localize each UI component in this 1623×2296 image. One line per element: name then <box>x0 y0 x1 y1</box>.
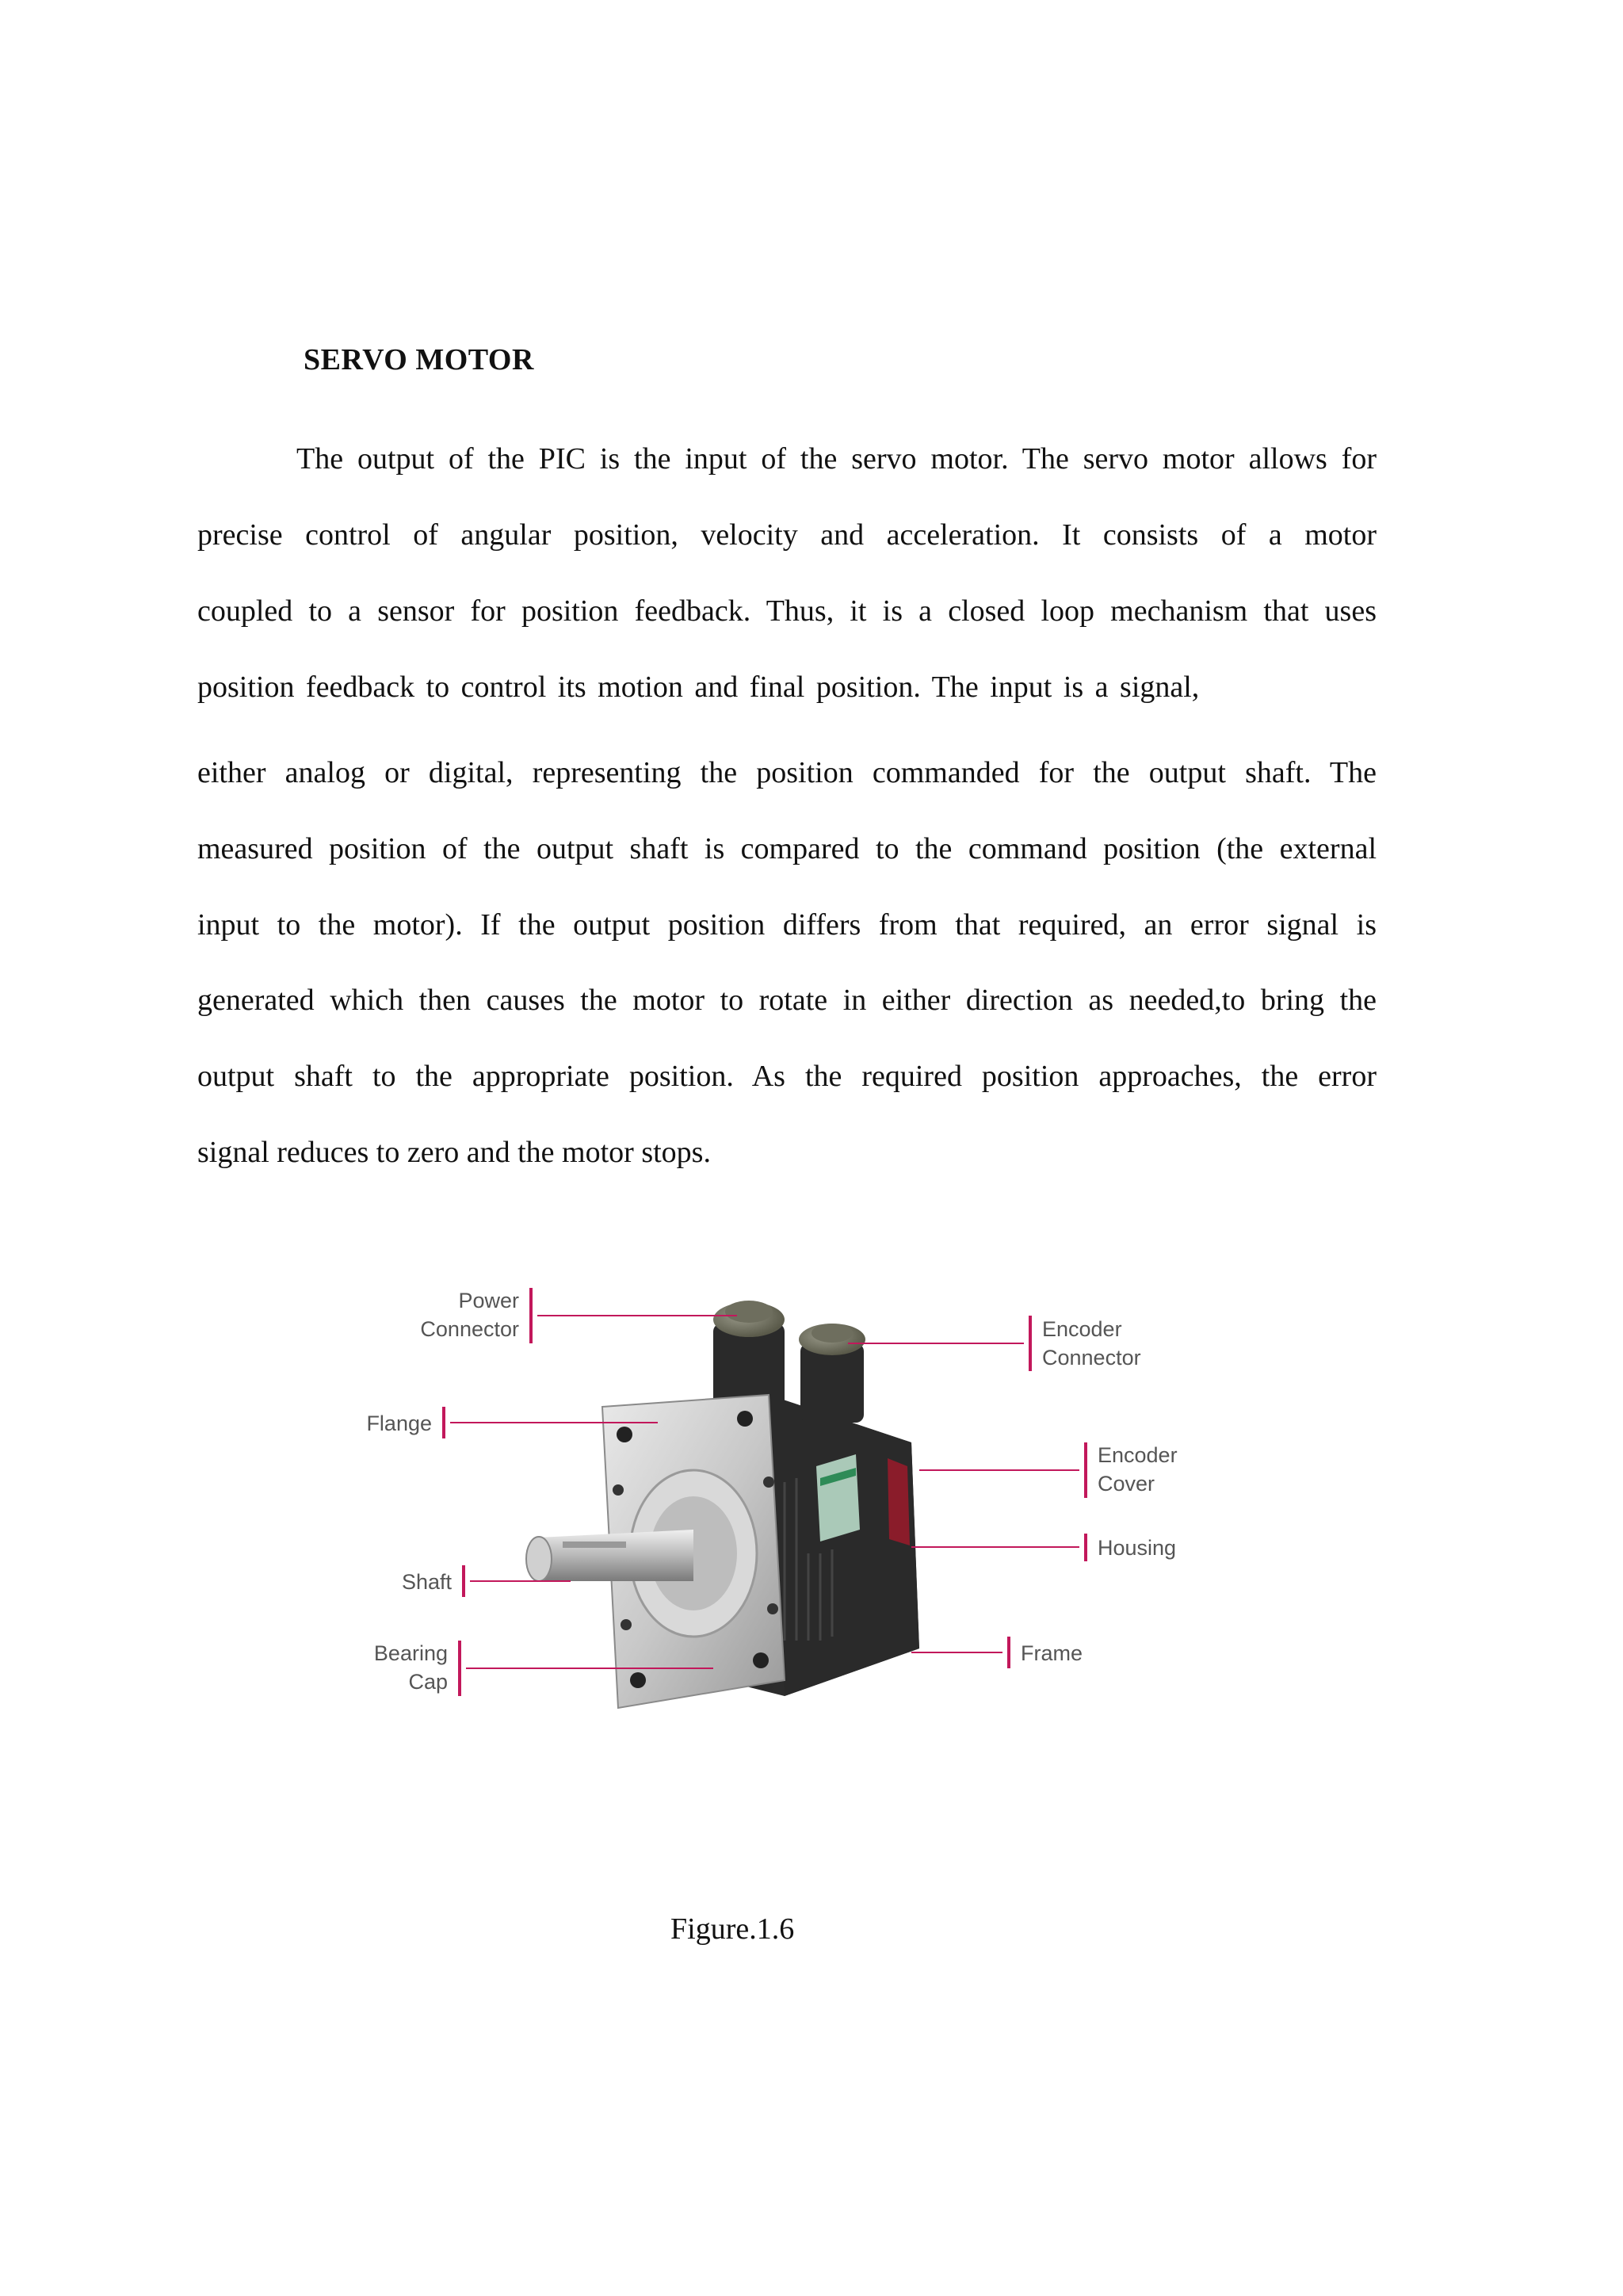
figure-caption: Figure.1.6 <box>670 1912 795 1946</box>
paragraph-line: The output of the PIC is the input of the servo motor. The servo motor allows for <box>296 442 1377 476</box>
paragraph-line: either analog or digital, representing the position commanded for the output shaft. The <box>197 756 1377 789</box>
label-encoder-connector: Encoder <box>1042 1317 1122 1341</box>
label-power: Power <box>458 1289 519 1312</box>
paragraph-line: signal reduces to zero and the motor stops. <box>197 1136 711 1169</box>
paragraph-line: position feedback to control its motion and final position. The input is a signal, <box>197 670 1200 704</box>
label-power: Connector <box>420 1317 519 1341</box>
servo-motor-figure <box>341 1268 1212 1712</box>
servo-motor-diagram <box>341 1268 1212 1712</box>
label-encoder-cover: Cover <box>1098 1472 1155 1496</box>
label-housing: Housing <box>1098 1536 1177 1560</box>
paragraph-line: measured position of the output shaft is compared to the command position (the external <box>197 832 1377 865</box>
paragraph-line: output shaft to the appropriate position. As the required position approaches, the error <box>197 1060 1377 1093</box>
label-shaft: Shaft <box>401 1570 452 1594</box>
shaft-part <box>526 1530 693 1581</box>
paragraph-line: coupled to a sensor for position feedback. Thus, it is a closed loop mechanism that uses <box>197 594 1377 628</box>
label-encoder-cover: Encoder <box>1098 1443 1178 1467</box>
paragraph-line: input to the motor). If the output position differs from that required, an error signal is <box>197 908 1377 942</box>
paragraph-line: generated which then causes the motor to rotate in either direction as needed,to bring the <box>197 984 1377 1017</box>
label-frame: Frame <box>1021 1641 1083 1665</box>
label-bearing-cap: Bearing <box>373 1641 448 1665</box>
section-heading: SERVO MOTOR <box>304 343 534 376</box>
label-bearing-cap: Cap <box>408 1670 448 1694</box>
encoder-connector-part <box>799 1324 865 1423</box>
label-encoder-connector: Connector <box>1042 1346 1141 1370</box>
label-flange: Flange <box>366 1412 432 1435</box>
paragraph-line: precise control of angular position, velocity and acceleration. It consists of a motor <box>197 518 1377 552</box>
